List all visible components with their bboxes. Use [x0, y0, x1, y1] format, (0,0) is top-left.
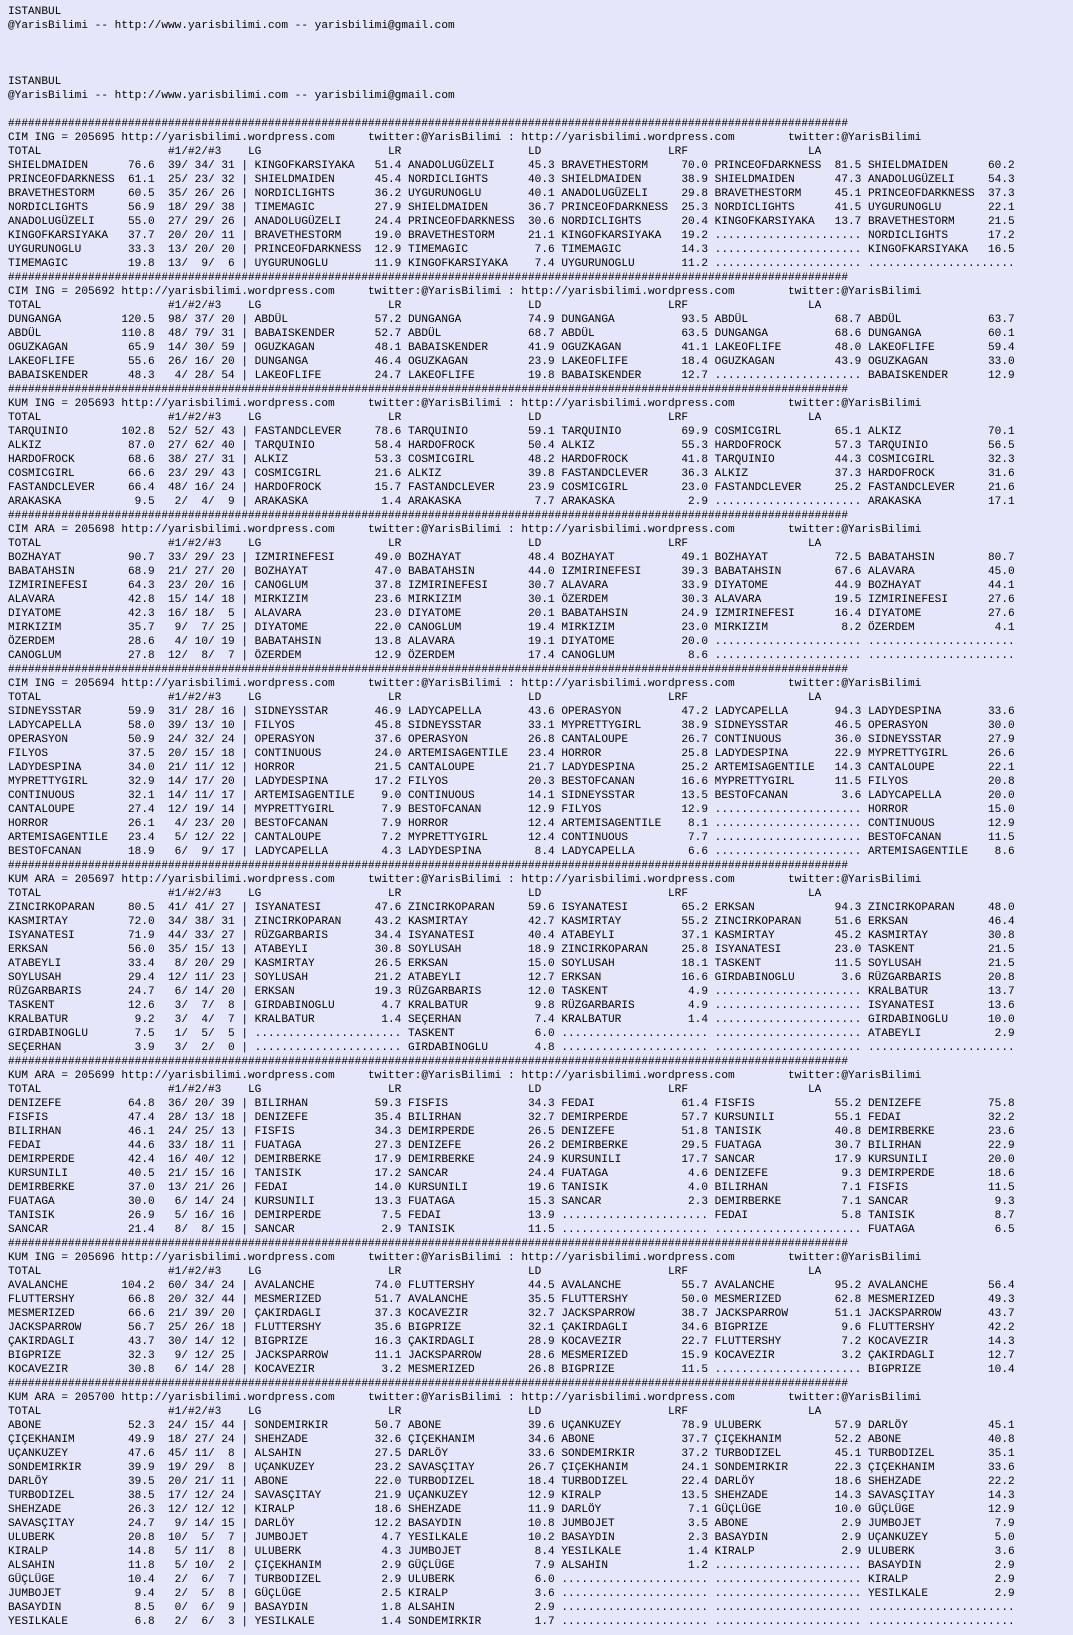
- race-header: KUM ING = 205693 http://yarisbilimi.wordpress.com twitter:@YarisBilimi : http://yarisbilimi.wordpress.com twitter:@YarisBilimi: [8, 398, 922, 410]
- race-header: CIM ING = 205694 http://yarisbilimi.wordpress.com twitter:@YarisBilimi : http://yarisbilimi.wordpress.com twitter:@YarisBilimi: [8, 678, 922, 690]
- table-row: HORROR 26.1 4/ 23/ 20 | BESTOFCANAN 7.9 HORROR 12.4 ARTEMISAGENTILE 8.1 ...................... CONTINUOUS 12.9: [8, 818, 1015, 830]
- table-row: FEDAI 44.6 33/ 18/ 11 | FUATAGA 27.3 DENIZEFE 26.2 DEMIRBERKE 29.5 FUATAGA 30.7 BILIRHAN 22.9: [8, 1140, 1015, 1152]
- race-header: KUM ARA = 205697 http://yarisbilimi.wordpress.com twitter:@YarisBilimi : http://yarisbilimi.wordpress.com twitter:@YarisBilimi: [8, 874, 922, 886]
- table-row: BASAYDIN 8.5 0/ 6/ 9 | BASAYDIN 1.8 ALSAHIN 2.9 ...................... ...................... ......................: [8, 1602, 1015, 1614]
- table-row: IZMIRINEFESI 64.3 23/ 20/ 16 | CANOGLUM 37.8 IZMIRINEFESI 30.7 ALAVARA 33.9 DIYATOME 44.9 BOZHAYAT 44.1: [8, 580, 1015, 592]
- blank-line: [8, 103, 1073, 117]
- table-row: FASTANDCLEVER 66.4 48/ 16/ 24 | HARDOFROCK 15.7 FASTANDCLEVER 23.9 COSMICGIRL 23.0 FASTANDCLEVER 25.2 FASTANDCLEVER 21.6: [8, 482, 1015, 494]
- table-row: BIGPRIZE 32.3 9/ 12/ 25 | JACKSPARROW 11.1 JACKSPARROW 28.6 MESMERIZED 15.9 KOCAVEZIR 3.2 ÇAKIRDAGLI 12.7: [8, 1350, 1015, 1362]
- table-row: NORDICLIGHTS 56.9 18/ 29/ 38 | TIMEMAGIC 27.9 SHIELDMAIDEN 36.7 PRINCEOFDARKNESS 25.3 NORDICLIGHTS 41.5 UYGURUNOGLU 22.1: [8, 202, 1015, 214]
- table-row: KIRALP 14.8 5/ 11/ 8 | ULUBERK 4.3 JUMBOJET 8.4 YESILKALE 1.4 KIRALP 2.9 ULUBERK 3.6: [8, 1546, 1015, 1558]
- table-row: YESILKALE 6.8 2/ 6/ 3 | YESILKALE 1.4 SONDEMIRKIR 1.7 ...................... ...................... ......................: [8, 1616, 1015, 1628]
- header-city: ISTANBUL: [8, 6, 62, 18]
- table-row: SAVASÇITAY 24.7 9/ 14/ 15 | DARLÖY 12.2 BASAYDIN 10.8 JUMBOJET 3.5 ABONE 2.9 JUMBOJET 7.9: [8, 1518, 1015, 1530]
- table-row: ZINCIRKOPARAN 80.5 41/ 41/ 27 | ISYANATESI 47.6 ZINCIRKOPARAN 59.6 ISYANATESI 65.2 ERKSAN 94.3 ZINCIRKOPARAN 48.0: [8, 902, 1015, 914]
- table-row: KRALBATUR 9.2 3/ 4/ 7 | KRALBATUR 1.4 SEÇERHAN 7.4 KRALBATUR 1.4 ...................... GIRDABINOGLU 10.0: [8, 1014, 1015, 1026]
- race-header: KUM ARA = 205699 http://yarisbilimi.wordpress.com twitter:@YarisBilimi : http://yarisbilimi.wordpress.com twitter:@YarisBilimi: [8, 1070, 922, 1082]
- table-row: ÇAKIRDAGLI 43.7 30/ 14/ 12 | BIGPRIZE 16.3 ÇAKIRDAGLI 28.9 KOCAVEZIR 22.7 FLUTTERSHY 7.2 KOCAVEZIR 14.3: [8, 1336, 1015, 1348]
- table-row: ABDÜL 110.8 48/ 79/ 31 | BABAISKENDER 52.7 ABDÜL 68.7 ABDÜL 63.5 DUNGANGA 68.6 DUNGANGA 60.1: [8, 328, 1015, 340]
- table-row: KURSUNILI 40.5 21/ 15/ 16 | TANISIK 17.2 SANCAR 24.4 FUATAGA 4.6 DENIZEFE 9.3 DEMIRPERDE 18.6: [8, 1168, 1015, 1180]
- table-row: DEMIRPERDE 42.4 16/ 40/ 12 | DEMIRBERKE 17.9 DEMIRBERKE 24.9 KURSUNILI 17.7 SANCAR 17.9 KURSUNILI 20.0: [8, 1154, 1015, 1166]
- table-row: ARAKASKA 9.5 2/ 4/ 9 | ARAKASKA 1.4 ARAKASKA 7.7 ARAKASKA 2.9 ...................... ARAKASKA 17.1: [8, 496, 1015, 508]
- table-row: CANTALOUPE 27.4 12/ 19/ 14 | MYPRETTYGIRL 7.9 BESTOFCANAN 12.9 FILYOS 12.9 ...................... HORROR 15.0: [8, 804, 1015, 816]
- column-header: TOTAL #1/#2/#3 LG LR LD LRF LA: [8, 538, 822, 550]
- table-row: DUNGANGA 120.5 98/ 37/ 20 | ABDÜL 57.2 DUNGANGA 74.9 DUNGANGA 93.5 ABDÜL 68.7 ABDÜL 63.7: [8, 314, 1015, 326]
- table-row: OGUZKAGAN 65.9 14/ 30/ 59 | OGUZKAGAN 48.1 BABAISKENDER 41.9 OGUZKAGAN 41.1 LAKEOFLIFE 48.0 LAKEOFLIFE 59.4: [8, 342, 1015, 354]
- table-row: SOYLUSAH 29.4 12/ 11/ 23 | SOYLUSAH 21.2 ATABEYLI 12.7 ERKSAN 16.6 GIRDABINOGLU 3.6 RÜZGARBARIS 20.8: [8, 972, 1015, 984]
- table-row: ABONE 52.3 24/ 15/ 44 | SONDEMIRKIR 50.7 ABONE 39.6 UÇANKUZEY 78.9 ULUBERK 57.9 DARLÖY 45.1: [8, 1420, 1015, 1432]
- table-row: MESMERIZED 66.6 21/ 39/ 20 | ÇAKIRDAGLI 37.3 KOCAVEZIR 32.7 JACKSPARROW 38.7 JACKSPARROW 51.1 JACKSPARROW 43.7: [8, 1308, 1015, 1320]
- table-row: BESTOFCANAN 18.9 6/ 9/ 17 | LADYCAPELLA 4.3 LADYDESPINA 8.4 LADYCAPELLA 6.6 ...................... ARTEMISAGENTILE 8.6: [8, 846, 1015, 858]
- race-header: KUM ING = 205696 http://yarisbilimi.wordpress.com twitter:@YarisBilimi : http://yarisbilimi.wordpress.com twitter:@YarisBilimi: [8, 1252, 922, 1264]
- table-row: HARDOFROCK 68.6 38/ 27/ 31 | ALKIZ 53.3 COSMICGIRL 48.2 HARDOFROCK 41.8 TARQUINIO 44.3 COSMICGIRL 32.3: [8, 454, 1015, 466]
- table-row: BABAISKENDER 48.3 4/ 28/ 54 | LAKEOFLIFE 24.7 LAKEOFLIFE 19.8 BABAISKENDER 12.7 ...................... BABAISKENDER 12.9: [8, 370, 1015, 382]
- column-header: TOTAL #1/#2/#3 LG LR LD LRF LA: [8, 300, 822, 312]
- column-header: TOTAL #1/#2/#3 LG LR LD LRF LA: [8, 1266, 822, 1278]
- table-row: UYGURUNOGLU 33.3 13/ 20/ 20 | PRINCEOFDARKNESS 12.9 TIMEMAGIC 7.6 TIMEMAGIC 14.3 ...................... KINGOFKARSIYAKA 16.5: [8, 244, 1015, 256]
- table-row: SONDEMIRKIR 39.9 19/ 29/ 8 | UÇANKUZEY 23.2 SAVASÇITAY 26.7 ÇIÇEKHANIM 24.1 SONDEMIRKIR 22.3 ÇIÇEKHANIM 33.6: [8, 1462, 1015, 1474]
- table-row: ATABEYLI 33.4 8/ 20/ 29 | KASMIRTAY 26.5 ERKSAN 15.0 SOYLUSAH 18.1 TASKENT 11.5 SOYLUSAH 21.5: [8, 958, 1015, 970]
- table-row: SHIELDMAIDEN 76.6 39/ 34/ 31 | KINGOFKARSIYAKA 51.4 ANADOLUGÜZELI 45.3 BRAVETHESTORM 70.0 PRINCEOFDARKNESS 81.5 SHIELDMAIDEN 60.2: [8, 160, 1015, 172]
- table-row: LAKEOFLIFE 55.6 26/ 16/ 20 | DUNGANGA 46.4 OGUZKAGAN 23.9 LAKEOFLIFE 18.4 OGUZKAGAN 43.9 OGUZKAGAN 33.0: [8, 356, 1015, 368]
- table-row: ARTEMISAGENTILE 23.4 5/ 12/ 22 | CANTALOUPE 7.2 MYPRETTYGIRL 12.4 CONTINUOUS 7.7 ...................... BESTOFCANAN 11.5: [8, 832, 1015, 844]
- table-row: ISYANATESI 71.9 44/ 33/ 27 | RÜZGARBARIS 34.4 ISYANATESI 40.4 ATABEYLI 37.1 KASMIRTAY 45.2 KASMIRTAY 30.8: [8, 930, 1015, 942]
- table-row: ALSAHIN 11.8 5/ 10/ 2 | ÇIÇEKHANIM 2.9 GÜÇLÜGE 7.9 ALSAHIN 1.2 ...................... BASAYDIN 2.9: [8, 1560, 1015, 1572]
- table-row: COSMICGIRL 66.6 23/ 29/ 43 | COSMICGIRL 21.6 ALKIZ 39.8 FASTANDCLEVER 36.3 ALKIZ 37.3 HARDOFROCK 31.6: [8, 468, 1015, 480]
- table-row: AVALANCHE 104.2 60/ 34/ 24 | AVALANCHE 74.0 FLUTTERSHY 44.5 AVALANCHE 55.7 AVALANCHE 95.2 AVALANCHE 56.4: [8, 1280, 1015, 1292]
- separator: ##############################################################################################################################: [8, 1238, 849, 1250]
- table-row: SHEHZADE 26.3 12/ 12/ 12 | KIRALP 18.6 SHEHZADE 11.9 DARLÖY 7.1 GÜÇLÜGE 10.0 GÜÇLÜGE 12.9: [8, 1504, 1015, 1516]
- race-header: CIM ARA = 205698 http://yarisbilimi.wordpress.com twitter:@YarisBilimi : http://yarisbilimi.wordpress.com twitter:@YarisBilimi: [8, 524, 922, 536]
- table-row: BRAVETHESTORM 60.5 35/ 26/ 26 | NORDICLIGHTS 36.2 UYGURUNOGLU 40.1 ANADOLUGÜZELI 29.8 BRAVETHESTORM 45.1 PRINCEOFDARKNESS 37.3: [8, 188, 1015, 200]
- header-city: ISTANBUL: [8, 76, 62, 88]
- table-row: ÖZERDEM 28.6 4/ 10/ 19 | BABATAHSIN 13.8 ALAVARA 19.1 DIYATOME 20.0 ...................... ......................: [8, 636, 1015, 648]
- table-row: DARLÖY 39.5 20/ 21/ 11 | ABONE 22.0 TURBODIZEL 18.4 TURBODIZEL 22.4 DARLÖY 18.6 SHEHZADE 22.2: [8, 1476, 1015, 1488]
- table-row: KOCAVEZIR 30.8 6/ 14/ 28 | KOCAVEZIR 3.2 MESMERIZED 26.8 BIGPRIZE 11.5 ...................... BIGPRIZE 10.4: [8, 1364, 1015, 1376]
- column-header: TOTAL #1/#2/#3 LG LR LD LRF LA: [8, 888, 822, 900]
- table-row: DIYATOME 42.3 16/ 18/ 5 | ALAVARA 23.0 DIYATOME 20.1 BABATAHSIN 24.9 IZMIRINEFESI 16.4 DIYATOME 27.6: [8, 608, 1015, 620]
- blank-line: [8, 47, 1073, 61]
- table-row: DENIZEFE 64.8 36/ 20/ 39 | BILIRHAN 59.3 FISFIS 34.3 FEDAI 61.4 FISFIS 55.2 DENIZEFE 75.8: [8, 1098, 1015, 1110]
- table-row: ANADOLUGÜZELI 55.0 27/ 29/ 26 | ANADOLUGÜZELI 24.4 PRINCEOFDARKNESS 30.6 NORDICLIGHTS 20.4 KINGOFKARSIYAKA 13.7 BRAVETHESTORM 21.5: [8, 216, 1015, 228]
- separator: ##############################################################################################################################: [8, 1056, 849, 1068]
- table-row: TIMEMAGIC 19.8 13/ 9/ 6 | UYGURUNOGLU 11.9 KINGOFKARSIYAKA 7.4 UYGURUNOGLU 11.2 ...................... ......................: [8, 258, 1015, 270]
- table-row: TASKENT 12.6 3/ 7/ 8 | GIRDABINOGLU 4.7 KRALBATUR 9.8 RÜZGARBARIS 4.9 ...................... ISYANATESI 13.6: [8, 1000, 1015, 1012]
- table-row: KASMIRTAY 72.0 34/ 38/ 31 | ZINCIRKOPARAN 43.2 KASMIRTAY 42.7 KASMIRTAY 55.2 ZINCIRKOPARAN 51.6 ERKSAN 46.4: [8, 916, 1015, 928]
- blank-line: [8, 61, 1073, 75]
- table-row: FLUTTERSHY 66.8 20/ 32/ 44 | MESMERIZED 51.7 AVALANCHE 35.5 FLUTTERSHY 50.0 MESMERIZED 62.8 MESMERIZED 49.3: [8, 1294, 1015, 1306]
- table-row: PRINCEOFDARKNESS 61.1 25/ 23/ 32 | SHIELDMAIDEN 45.4 NORDICLIGHTS 40.3 SHIELDMAIDEN 38.9 SHIELDMAIDEN 47.3 ANADOLUGÜZELI 54.3: [8, 174, 1015, 186]
- table-row: GIRDABINOGLU 7.5 1/ 5/ 5 | ...................... TASKENT 6.0 ...................... ...................... ATABEYLI 2.9: [8, 1028, 1015, 1040]
- table-row: FISFIS 47.4 28/ 13/ 18 | DENIZEFE 35.4 BILIRHAN 32.7 DEMIRPERDE 57.7 KURSUNILI 55.1 FEDAI 32.2: [8, 1112, 1015, 1124]
- table-row: KINGOFKARSIYAKA 37.7 20/ 20/ 11 | BRAVETHESTORM 19.0 BRAVETHESTORM 21.1 KINGOFKARSIYAKA 19.2 ...................... NORDICLIGHTS 17.2: [8, 230, 1015, 242]
- separator: ##############################################################################################################################: [8, 510, 849, 522]
- separator: ##############################################################################################################################: [8, 118, 849, 130]
- table-row: SANCAR 21.4 8/ 8/ 15 | SANCAR 2.9 TANISIK 11.5 ...................... ...................... FUATAGA 6.5: [8, 1224, 1015, 1236]
- table-row: MYPRETTYGIRL 32.9 14/ 17/ 20 | LADYDESPINA 17.2 FILYOS 20.3 BESTOFCANAN 16.6 MYPRETTYGIRL 11.5 FILYOS 20.8: [8, 776, 1015, 788]
- table-row: ERKSAN 56.0 35/ 15/ 13 | ATABEYLI 30.8 SOYLUSAH 18.9 ZINCIRKOPARAN 25.8 ISYANATESI 23.0 TASKENT 21.5: [8, 944, 1015, 956]
- table-row: CONTINUOUS 32.1 14/ 11/ 17 | ARTEMISAGENTILE 9.0 CONTINUOUS 14.1 SIDNEYSSTAR 13.5 BESTOFCANAN 3.6 LADYCAPELLA 20.0: [8, 790, 1015, 802]
- table-row: BILIRHAN 46.1 24/ 25/ 13 | FISFIS 34.3 DEMIRPERDE 26.5 DENIZEFE 51.8 TANISIK 40.8 DEMIRBERKE 23.6: [8, 1126, 1015, 1138]
- column-header: TOTAL #1/#2/#3 LG LR LD LRF LA: [8, 692, 822, 704]
- table-row: TARQUINIO 102.8 52/ 52/ 43 | FASTANDCLEVER 78.6 TARQUINIO 59.1 TARQUINIO 69.9 COSMICGIRL 65.1 ALKIZ 70.1: [8, 426, 1015, 438]
- table-row: RÜZGARBARIS 24.7 6/ 14/ 20 | ERKSAN 19.3 RÜZGARBARIS 12.0 TASKENT 4.9 ...................... KRALBATUR 13.7: [8, 986, 1015, 998]
- table-row: FUATAGA 30.0 6/ 14/ 24 | KURSUNILI 13.3 FUATAGA 15.3 SANCAR 2.3 DEMIRBERKE 7.1 SANCAR 9.3: [8, 1196, 1015, 1208]
- header-contact: @YarisBilimi -- http://www.yarisbilimi.com -- yarisbilimi@gmail.com: [8, 90, 455, 102]
- table-row: DEMIRBERKE 37.0 13/ 21/ 26 | FEDAI 14.0 KURSUNILI 19.6 TANISIK 4.0 BILIRHAN 7.1 FISFIS 11.5: [8, 1182, 1015, 1194]
- table-row: SIDNEYSSTAR 59.9 31/ 28/ 16 | SIDNEYSSTAR 46.9 LADYCAPELLA 43.6 OPERASYON 47.2 LADYCAPELLA 94.3 LADYDESPINA 33.6: [8, 706, 1015, 718]
- table-row: OPERASYON 50.9 24/ 32/ 24 | OPERASYON 37.6 OPERASYON 26.8 CANTALOUPE 26.7 CONTINUOUS 36.0 SIDNEYSSTAR 27.9: [8, 734, 1015, 746]
- table-row: BOZHAYAT 90.7 33/ 29/ 23 | IZMIRINEFESI 49.0 BOZHAYAT 48.4 BOZHAYAT 49.1 BOZHAYAT 72.5 BABATAHSIN 80.7: [8, 552, 1015, 564]
- table-row: FILYOS 37.5 20/ 15/ 18 | CONTINUOUS 24.0 ARTEMISAGENTILE 23.4 HORROR 25.8 LADYDESPINA 22.9 MYPRETTYGIRL 26.6: [8, 748, 1015, 760]
- blank-line: [8, 33, 1073, 47]
- table-row: ALAVARA 42.8 15/ 14/ 18 | MIRKIZIM 23.6 MIRKIZIM 30.1 ÖZERDEM 30.3 ALAVARA 19.5 IZMIRINEFESI 27.6: [8, 594, 1015, 606]
- table-row: LADYDESPINA 34.0 21/ 11/ 12 | HORROR 21.5 CANTALOUPE 21.7 LADYDESPINA 25.2 ARTEMISAGENTILE 14.3 CANTALOUPE 22.1: [8, 762, 1015, 774]
- table-row: JACKSPARROW 56.7 25/ 26/ 18 | FLUTTERSHY 35.6 BIGPRIZE 32.1 ÇAKIRDAGLI 34.6 BIGPRIZE 9.6 FLUTTERSHY 42.2: [8, 1322, 1015, 1334]
- separator: ##############################################################################################################################: [8, 1378, 849, 1390]
- race-header: KUM ARA = 205700 http://yarisbilimi.wordpress.com twitter:@YarisBilimi : http://yarisbilimi.wordpress.com twitter:@YarisBilimi: [8, 1392, 922, 1404]
- race-header: CIM ING = 205695 http://yarisbilimi.wordpress.com twitter:@YarisBilimi : http://yarisbilimi.wordpress.com twitter:@YarisBilimi: [8, 132, 922, 144]
- separator: ##############################################################################################################################: [8, 384, 849, 396]
- table-row: TANISIK 26.9 5/ 16/ 16 | DEMIRPERDE 7.5 FEDAI 13.9 ...................... FEDAI 5.8 TANISIK 8.7: [8, 1210, 1015, 1222]
- table-row: ALKIZ 87.0 27/ 62/ 40 | TARQUINIO 58.4 HARDOFROCK 50.4 ALKIZ 55.3 HARDOFROCK 57.3 TARQUINIO 56.5: [8, 440, 1015, 452]
- table-row: BABATAHSIN 68.9 21/ 27/ 20 | BOZHAYAT 47.0 BABATAHSIN 44.0 IZMIRINEFESI 39.3 BABATAHSIN 67.6 ALAVARA 45.0: [8, 566, 1015, 578]
- table-row: CANOGLUM 27.8 12/ 8/ 7 | ÖZERDEM 12.9 ÖZERDEM 17.4 CANOGLUM 8.6 ...................... ......................: [8, 650, 1015, 662]
- table-row: GÜÇLÜGE 10.4 2/ 6/ 7 | TURBODIZEL 2.9 ULUBERK 6.0 ...................... ...................... KIRALP 2.9: [8, 1574, 1015, 1586]
- table-row: JUMBOJET 9.4 2/ 5/ 8 | GÜÇLÜGE 2.5 KIRALP 3.6 ...................... ...................... YESILKALE 2.9: [8, 1588, 1015, 1600]
- table-row: TURBODIZEL 38.5 17/ 12/ 24 | SAVASÇITAY 21.9 UÇANKUZEY 12.9 KIRALP 13.5 SHEHZADE 14.3 SAVASÇITAY 14.3: [8, 1490, 1015, 1502]
- table-row: ÇIÇEKHANIM 49.9 18/ 27/ 24 | SHEHZADE 32.6 ÇIÇEKHANIM 34.6 ABONE 37.7 ÇIÇEKHANIM 52.2 ABONE 40.8: [8, 1434, 1015, 1446]
- race-tables: [8, 131, 1073, 1629]
- header-contact: @YarisBilimi -- http://www.yarisbilimi.com -- yarisbilimi@gmail.com: [8, 20, 455, 32]
- table-row: LADYCAPELLA 58.0 39/ 13/ 10 | FILYOS 45.8 SIDNEYSSTAR 33.1 MYPRETTYGIRL 38.9 SIDNEYSSTAR 46.5 OPERASYON 30.0: [8, 720, 1015, 732]
- separator: ##############################################################################################################################: [8, 272, 849, 284]
- table-row: MIRKIZIM 35.7 9/ 7/ 25 | DIYATOME 22.0 CANOGLUM 19.4 MIRKIZIM 23.0 MIRKIZIM 8.2 ÖZERDEM 4.1: [8, 622, 1015, 634]
- column-header: TOTAL #1/#2/#3 LG LR LD LRF LA: [8, 1084, 822, 1096]
- column-header: TOTAL #1/#2/#3 LG LR LD LRF LA: [8, 1406, 822, 1418]
- race-header: CIM ING = 205692 http://yarisbilimi.wordpress.com twitter:@YarisBilimi : http://yarisbilimi.wordpress.com twitter:@YarisBilimi: [8, 286, 922, 298]
- table-row: SEÇERHAN 3.9 3/ 2/ 0 | ...................... GIRDABINOGLU 4.8 ...................... ...................... ......................: [8, 1042, 1015, 1054]
- table-row: UÇANKUZEY 47.6 45/ 11/ 8 | ALSAHIN 27.5 DARLÖY 33.6 SONDEMIRKIR 37.2 TURBODIZEL 45.1 TURBODIZEL 35.1: [8, 1448, 1015, 1460]
- table-row: ULUBERK 20.8 10/ 5/ 7 | JUMBOJET 4.7 YESILKALE 10.2 BASAYDIN 2.3 BASAYDIN 2.9 UÇANKUZEY 5.0: [8, 1532, 1015, 1544]
- separator: ##############################################################################################################################: [8, 664, 849, 676]
- separator: ##############################################################################################################################: [8, 860, 849, 872]
- column-header: TOTAL #1/#2/#3 LG LR LD LRF LA: [8, 146, 822, 158]
- column-header: TOTAL #1/#2/#3 LG LR LD LRF LA: [8, 412, 822, 424]
